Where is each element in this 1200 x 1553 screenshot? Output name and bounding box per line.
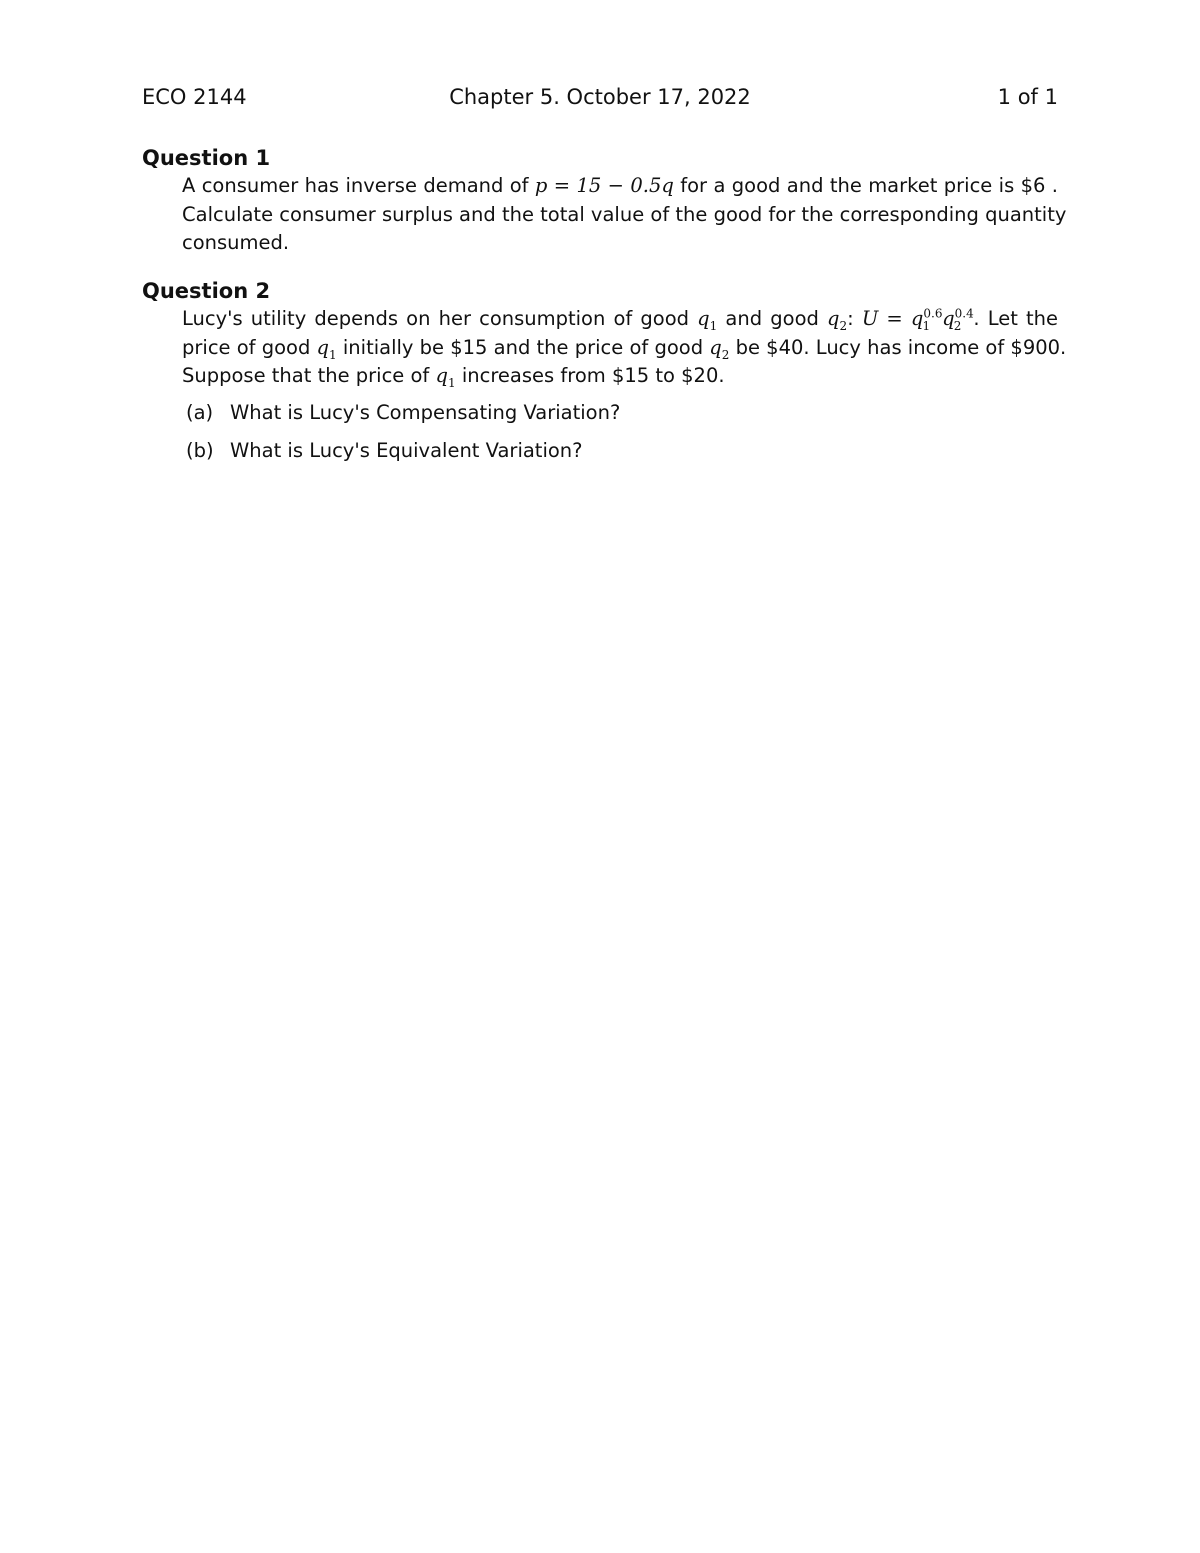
question-1 [142, 144, 1067, 258]
question-2-title: Question 2 [142, 279, 271, 303]
page-number: 1 of 1 [997, 85, 1058, 109]
subpart-a: (a) What is Lucy's Compensating Variation? [186, 400, 621, 424]
utility-function: U [861, 307, 879, 330]
question-2-body [182, 305, 1067, 391]
question-2-line-3: Suppose that the price of $q_1$ increases from $15 to $20. [182, 364, 725, 390]
question-2 [142, 277, 1067, 475]
question-2-subparts [186, 399, 1058, 465]
demand-equation: p = 15 − 0.5q [534, 174, 674, 197]
question-2-line-1: Lucy's utility depends on her consumption of good $q_1$ and good $q_2$: $U = q^{0.6}_1$ $q^{0.4}_2$ . Let the [182, 306, 1058, 333]
question-1-body [182, 172, 1067, 258]
question-1-line-2: Calculate consumer surplus and the total value of the good for the corresponding quantity [182, 202, 1067, 226]
chapter-date: Chapter 5. October 17, 2022 [449, 85, 751, 109]
subpart-b: (b) What is Lucy's Equivalent Variation? [186, 438, 583, 462]
question-1-line-1: A consumer has inverse demand of p = 15 − 0.5q for a good and the market price is $6 . [182, 174, 1058, 197]
question-1-title: Question 1 [142, 146, 271, 170]
question-2-line-2: price of good $q_1$ initially be $15 and the price of good $q_2$ be $40. Lucy has income of $900. [182, 335, 1067, 362]
page-header [142, 82, 1058, 112]
course-code: ECO 2144 [142, 85, 247, 109]
question-1-line-3: consumed. [182, 231, 290, 254]
